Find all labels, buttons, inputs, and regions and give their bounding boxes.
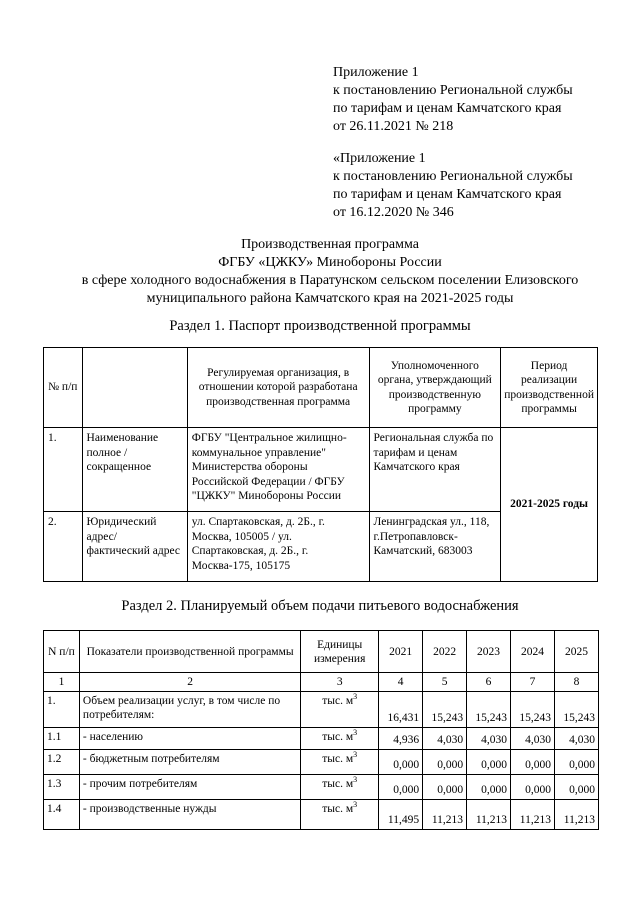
row-label: - прочим потребителям <box>79 775 300 800</box>
value-cell: 15,243 <box>467 692 511 728</box>
value-cell: 4,936 <box>379 728 423 750</box>
table-row <box>44 750 599 775</box>
value-cell: 4,030 <box>555 728 599 750</box>
table-row <box>44 775 599 800</box>
header-number: № п/п <box>44 348 83 428</box>
passport-table <box>43 347 598 582</box>
appendix-line: к постановлению Региональной службы <box>333 169 573 184</box>
header-year: 2025 <box>555 631 599 673</box>
value-cell: 15,243 <box>511 692 555 728</box>
value-cell: 11,213 <box>511 800 555 830</box>
unit-cell <box>301 692 379 728</box>
volume-table <box>43 630 599 830</box>
row-number: 1.4 <box>44 800 80 830</box>
unit-superscript: 3 <box>353 800 358 810</box>
header-unit: Единицы измерения <box>301 631 379 673</box>
unit-text: тыс. м <box>322 803 354 815</box>
value-cell: 0,000 <box>379 750 423 775</box>
table-row <box>44 800 599 830</box>
title-line: муниципального района Камчатского края на 2021-2025 годы <box>146 291 514 306</box>
row-label: - производственные нужды <box>79 800 300 830</box>
header-authority: Уполномоченного органа, утверждающий производственную программу <box>369 348 501 428</box>
row-number: 1.2 <box>44 750 80 775</box>
value-cell: 11,495 <box>379 800 423 830</box>
row-label: Наименование полное / сокращенное <box>82 428 187 512</box>
unit-text: тыс. м <box>322 731 354 743</box>
title-line: ФГБУ «ЦЖКУ» Минобороны России <box>218 255 442 270</box>
value-cell: 11,213 <box>555 800 599 830</box>
document-title <box>30 236 630 308</box>
value-cell: 11,213 <box>423 800 467 830</box>
value-cell: 0,000 <box>379 775 423 800</box>
header-year: 2021 <box>379 631 423 673</box>
table-row <box>44 728 599 750</box>
column-number: 6 <box>467 673 511 692</box>
header-year: 2024 <box>511 631 555 673</box>
value-cell: 0,000 <box>467 775 511 800</box>
value-cell: 4,030 <box>467 728 511 750</box>
appendix-line: «Приложение 1 <box>333 151 426 166</box>
column-number: 7 <box>511 673 555 692</box>
value-cell: 4,030 <box>511 728 555 750</box>
title-line: Производственная программа <box>241 237 419 252</box>
row-label: Юридический адрес/ фактический адрес <box>82 512 187 582</box>
value-cell: 4,030 <box>423 728 467 750</box>
row-label: - населению <box>79 728 300 750</box>
unit-text: тыс. м <box>322 753 354 765</box>
row-number: 1.1 <box>44 728 80 750</box>
volume-header-row <box>44 631 599 673</box>
unit-cell <box>301 728 379 750</box>
value-cell: 0,000 <box>555 775 599 800</box>
appendix-line: Приложение 1 <box>333 65 419 80</box>
unit-text: тыс. м <box>322 778 354 790</box>
column-number: 1 <box>44 673 80 692</box>
header-year: 2023 <box>467 631 511 673</box>
passport-header-row <box>44 348 598 428</box>
table-row <box>44 692 599 728</box>
authority-address: Ленинградская ул., 118, г.Петропавловск-Камчатский, 683003 <box>369 512 501 582</box>
column-number: 8 <box>555 673 599 692</box>
passport-row <box>44 428 598 512</box>
row-number: 1. <box>44 428 83 512</box>
appendix-line: от 26.11.2021 № 218 <box>333 119 454 134</box>
value-cell: 0,000 <box>423 750 467 775</box>
header-period: Период реализации производственной программы <box>501 348 598 428</box>
section2-title: Раздел 2. Планируемый объем подачи питьевого водоснабжения <box>121 598 519 614</box>
value-cell: 0,000 <box>467 750 511 775</box>
header-blank <box>82 348 187 428</box>
value-cell: 0,000 <box>555 750 599 775</box>
row-number: 2. <box>44 512 83 582</box>
value-cell: 15,243 <box>423 692 467 728</box>
appendix-line: по тарифам и ценам Камчатского края <box>333 187 562 202</box>
value-cell: 11,213 <box>467 800 511 830</box>
header-year: 2022 <box>423 631 467 673</box>
unit-superscript: 3 <box>353 775 358 785</box>
row-number: 1.3 <box>44 775 80 800</box>
value-cell: 16,431 <box>379 692 423 728</box>
row-label: - бюджетным потребителям <box>79 750 300 775</box>
organization-address: ул. Спартаковская, д. 2Б., г. Москва, 105005 / ул. Спартаковская, д. 2Б., г. Москва-175, 105175 <box>187 512 369 582</box>
section1-title: Раздел 1. Паспорт производственной программы <box>169 318 471 334</box>
appendix-line: от 16.12.2020 № 346 <box>333 205 454 220</box>
unit-superscript: 3 <box>353 728 358 738</box>
appendix-line: по тарифам и ценам Камчатского края <box>333 101 562 116</box>
unit-cell <box>301 750 379 775</box>
row-number: 1. <box>44 692 80 728</box>
organization-name: ФГБУ "Центральное жилищно-коммунальное управление" Министерства обороны Российской Федерации / ФГБУ "ЦЖКУ" Минобороны России <box>187 428 369 512</box>
unit-cell <box>301 800 379 830</box>
value-cell: 0,000 <box>423 775 467 800</box>
appendix-reference-previous <box>333 150 573 222</box>
unit-cell <box>301 775 379 800</box>
value-cell: 0,000 <box>511 750 555 775</box>
header-organization: Регулируемая организация, в отношении которой разработана производственная программа <box>187 348 369 428</box>
appendix-reference-current <box>333 64 573 136</box>
implementation-period: 2021-2025 годы <box>501 428 598 582</box>
authority-name: Региональная служба по тарифам и ценам Камчатского края <box>369 428 501 512</box>
unit-superscript: 3 <box>353 692 358 702</box>
value-cell: 15,243 <box>555 692 599 728</box>
row-label: Объем реализации услуг, в том числе по потребителям: <box>79 692 300 728</box>
column-number: 2 <box>79 673 300 692</box>
column-number: 3 <box>301 673 379 692</box>
unit-superscript: 3 <box>353 750 358 760</box>
appendix-line: к постановлению Региональной службы <box>333 83 573 98</box>
column-number: 4 <box>379 673 423 692</box>
column-number: 5 <box>423 673 467 692</box>
value-cell: 0,000 <box>511 775 555 800</box>
title-line: в сфере холодного водоснабжения в Паратунском сельском поселении Елизовского <box>81 273 579 288</box>
column-number-row <box>44 673 599 692</box>
header-number: N п/п <box>44 631 80 673</box>
unit-text: тыс. м <box>322 695 354 707</box>
header-indicator: Показатели производственной программы <box>79 631 300 673</box>
